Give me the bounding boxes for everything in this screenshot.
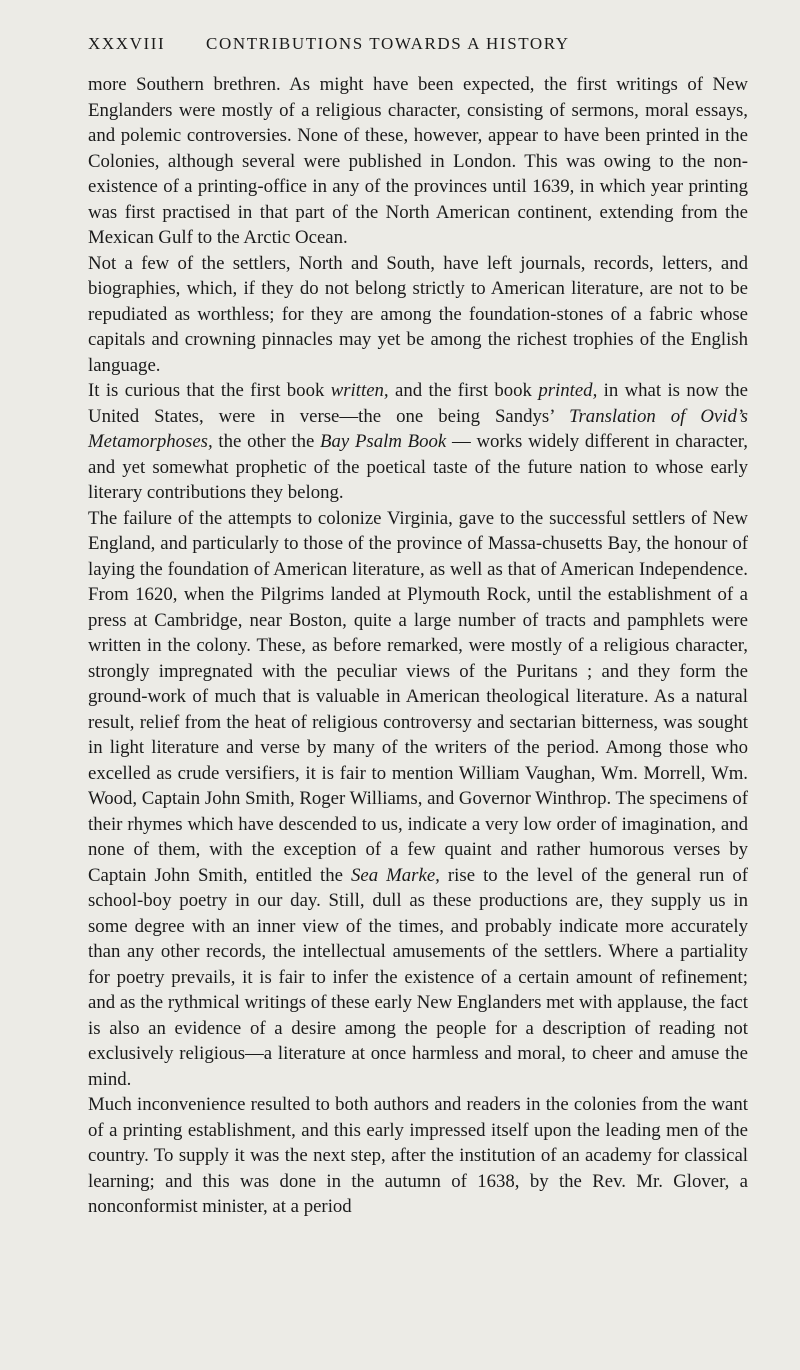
paragraph-3-italic-translation: Translation of Ovid’s Metamorphoses, [88,405,748,452]
page-number: XXXVIII [88,34,166,53]
running-title: CONTRIBUTIONS TOWARDS A HISTORY [206,34,570,53]
paragraph-3-text-c: in what is now the United States, were in verse—the one being Sandys’ [88,380,748,427]
paragraph-3-text-b: and the first book [388,380,539,401]
paragraph-4-italic-sea-marke: Sea Marke, [350,864,440,886]
paragraph-5-text: Much inconvenience resulted to both authors and readers in the colonies from the want of a printing establishment, and this early impressed itself upon the leading men of the country. To supply it was the next step, after the institution of an academy for classical learning; and this was done in the autumn of 1638, by the Rev. Mr. Glover, a nonconformist minister, at a period [88,1094,748,1217]
paragraph-3-text-e: — works widely different in character, and yet somewhat prophetic of the poetical taste of the future nation to whose early literary contributions they belong. [88,431,749,503]
paragraph-2 [88,251,748,379]
paragraph-4 [88,506,748,1093]
paragraph-1 [88,72,748,251]
paragraph-1-text: more Southern brethren. As might have been expected, the first writings of New Englanders were mostly of a religious character, consisting of sermons, moral essays, and polemic controversies. None of these, however, appear to have been printed in the Colonies, although several were published in London. This was owing to the non-existence of a printing-office in any of the provinces until 1639, in which year printing was first practised in that part of the North American continent, extending from the Mexican Gulf to the Arctic Ocean. [88,74,748,248]
paragraph-3-text-a: It is curious that the first book [88,380,331,401]
paragraph-3-italic-written: written, [330,380,389,401]
paragraph-3-text-d: the other the [212,431,321,452]
paragraph-3-italic-bay-psalm-book: Bay Psalm Book [320,431,447,452]
body-text [88,72,748,1220]
paragraph-2-text: Not a few of the settlers, North and South, have left journals, records, letters, and biographies, which, if they do not belong strictly to American literature, are not to be repudiated as worthless; for they are among the foundation-stones of a fabric whose capitals and crowning pinnacles may yet be among the richest trophies of the English language. [88,252,748,376]
paragraph-4-text-b: rise to the level of the general run of school-boy poetry in our day. Still, dull as these productions are, they supply us in some degree with an inner view of the times, and probably indicate more accurately than any other records, the intellectual amusements of the settlers. Where a partiality for poetry prevails, it is fair to infer the existence of a certain amount of refinement; and as the rythmical writings of these early New Englanders met with applause, the fact is also an evidence of a desire among the people for a description of reading not exclusively religious—a literature at once harmless and moral, to cheer and amuse the mind. [88,864,748,1090]
running-head [88,30,748,64]
paragraph-3-italic-printed: printed, [538,380,598,401]
paragraph-5 [88,1092,748,1220]
paragraph-3 [88,378,748,506]
paragraph-4-text-a: The failure of the attempts to colonize Virginia, gave to the successful settlers of New England, and particularly to those of the province of Massa-chusetts Bay, the honour of laying the foundation of American literature, as well as that of American Independence. From 1620, when the Pilgrims landed at Plymouth Rock, until the establishment of a press at Cambridge, near Boston, quite a large number of tracts and pamphlets were written in the colony. These, as before remarked, were mostly of a religious character, strongly impregnated with the peculiar views of the Puritans ; and they form the ground-work of much that is valuable in American theological literature. As a natural result, relief from the heat of religious controversy and sectarian bitterness, was sought in light literature and verse by many of the writers of the period. Among those who excelled as crude versifiers, it is fair to mention William Vaughan, Wm. Morrell, Wm. Wood, Captain John Smith, Roger Williams, and Governor Winthrop. The specimens of their rhymes which have descended to us, indicate a very low order of imagination, and none of them, with the exception of a few quaint and rather humorous verses by Captain John Smith, entitled the [88,507,748,886]
